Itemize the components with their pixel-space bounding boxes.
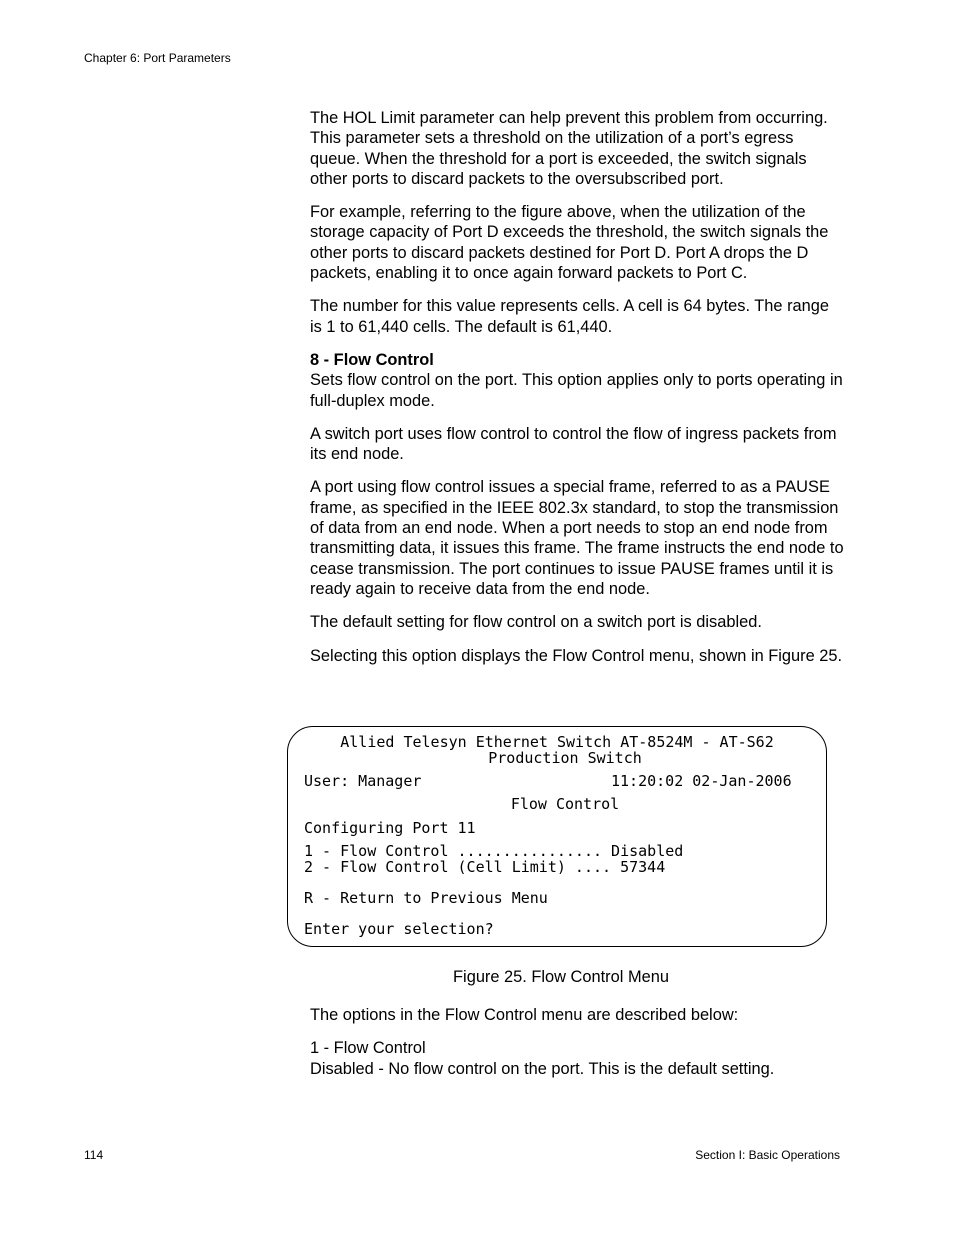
options-intro: The options in the Flow Control menu are described below: <box>310 1006 739 1024</box>
screen-timestamp: 11:20:02 02-Jan-2006 <box>611 772 792 790</box>
menu-option-cell-limit[interactable]: 2 - Flow Control (Cell Limit) .... 57344 <box>304 858 666 876</box>
paragraph-ingress: A switch port uses flow control to control the flow of ingress packets from its end node. <box>310 424 837 464</box>
paragraph-cells: The number for this value represents cells. A cell is 64 bytes. The range is 1 to 61,440 cells. The default is 61,440. <box>310 297 830 336</box>
paragraph-pause-frame: A port using flow control issues a special frame, referred to as a PAUSE frame, as specified in the IEEE 802.3x standard, to stop the transmission of data from an end node. When a port needs to stop an end node from transmitting data, it issues this frame. The frame instructs the end node to cease transmission. The port continues to issue PAUSE frames until it is ready again to receive data from the end node. <box>310 478 844 598</box>
screen-menu-title: Flow Control <box>510 795 620 813</box>
screen-user: User: Manager <box>304 772 422 790</box>
paragraph-selecting: Selecting this option displays the Flow Control menu, shown in Figure 25. <box>310 646 843 665</box>
paragraph-hol-limit: The HOL Limit parameter can help prevent this problem from occurring. This parameter sets a threshold on the utilization of a port’s egress queue. When the threshold for a port is exceeded, the switch signals other ports to discard packets to the oversubscribed port. <box>310 109 828 188</box>
terminal-screen <box>287 726 827 947</box>
section-footer: Section I: Basic Operations <box>695 1148 840 1162</box>
screen-subtitle: Production Switch <box>488 749 642 767</box>
flow-control-section <box>310 350 845 411</box>
screen-configuring: Configuring Port 11 <box>304 819 476 837</box>
figure-caption: Figure 25. Flow Control Menu <box>453 968 669 986</box>
option-description: Disabled - No flow control on the port. This is the default setting. <box>310 1059 775 1078</box>
screen-title: Allied Telesyn Ethernet Switch AT-8524M - AT-S62 <box>340 733 774 751</box>
selection-prompt[interactable]: Enter your selection? <box>304 920 494 938</box>
option-label: 1 - Flow Control <box>310 1039 426 1058</box>
page-number: 114 <box>84 1148 104 1162</box>
menu-option-return[interactable]: R - Return to Previous Menu <box>304 889 548 907</box>
chapter-header: Chapter 6: Port Parameters <box>84 51 231 65</box>
menu-option-flow-control[interactable]: 1 - Flow Control ................ Disabled <box>304 842 684 860</box>
paragraph-example: For example, referring to the figure above, when the utilization of the storage capacity of Port D exceeds the threshold, the switch signals the other ports to discard packets destined for Port D. Port A drops the D packets, enabling it to once again forward packets to Port C. <box>310 203 829 283</box>
paragraph-default: The default setting for flow control on a switch port is disabled. <box>310 613 762 632</box>
section-intro: Sets flow control on the port. This option applies only to ports operating in full-duplex mode. <box>310 371 843 410</box>
option-item <box>310 1038 845 1079</box>
body-text <box>310 108 845 679</box>
section-label: 8 - Flow Control <box>310 350 434 369</box>
options-description <box>310 1005 845 1092</box>
